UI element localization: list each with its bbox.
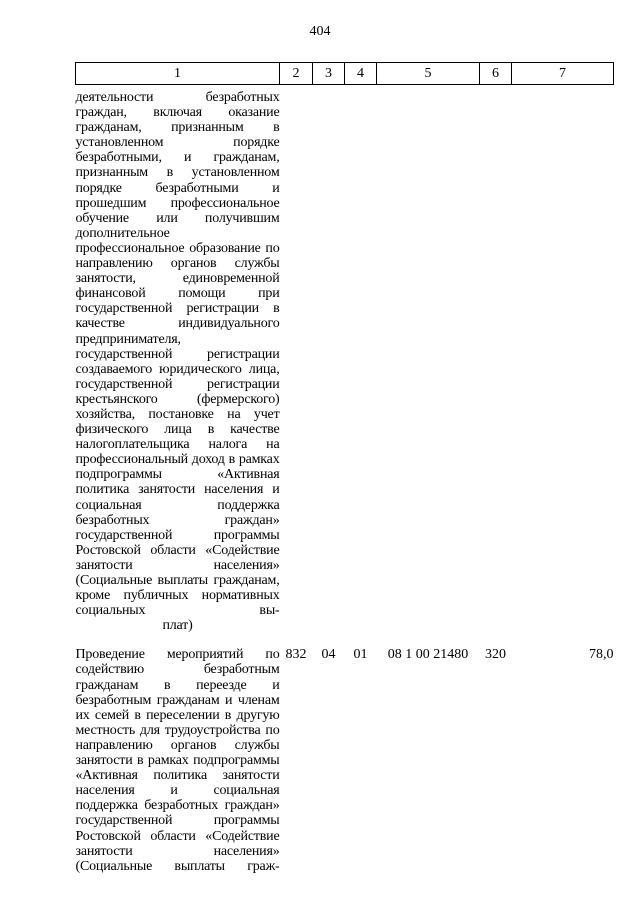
- table-row: [76, 643, 614, 873]
- header-col-3: 3: [313, 63, 345, 85]
- page-number: 404: [309, 24, 331, 39]
- cell-subsection: [345, 85, 377, 644]
- cell-section: [313, 85, 345, 644]
- row-description: [76, 643, 280, 873]
- cell-ministry-code: 832: [285, 647, 307, 663]
- header-col-6: 6: [480, 63, 512, 85]
- budget-table: [75, 62, 614, 874]
- header-col-7: 7: [512, 63, 614, 85]
- header-row: [76, 63, 614, 85]
- cell-subsection: 01: [353, 647, 368, 663]
- cell-amount: 78,0: [589, 647, 614, 663]
- cell-expense-type: 320: [485, 647, 506, 663]
- header-col-5: 5: [377, 63, 480, 85]
- row-description: [76, 85, 280, 644]
- cell-amount: [512, 85, 614, 644]
- header-col-1: 1: [76, 63, 280, 85]
- header-col-4: 4: [345, 63, 377, 85]
- header-col-2: 2: [280, 63, 313, 85]
- table-row: [76, 85, 614, 644]
- cell-ministry-code: [280, 85, 313, 644]
- row-description-end: плат): [162, 618, 193, 634]
- cell-expense-type: [480, 85, 512, 644]
- row-description-text: Проведение мероприятий по содействию безработным гражданам в переезде и безработным гражданам и членам их семей в переселении в другую местность для трудоустройства по направлению органов службы занятости в рамках подпрограммы «Активная политика занятости населения и социальная поддержка безработных граждан» государственной программы Ростовской области «Содействие занятости населения» (Социальные выплаты граж-: [75, 647, 280, 874]
- cell-target-article: [377, 85, 480, 644]
- row-description-text: деятельности безработных граждан, включая оказание гражданам, признанным в установленном порядке безработными, и гражданам, признанным в установленном порядке безработными и прошедшим профессиональное обучение или получившим дополнительное профессиональное образование по направлению органов службы занятости, единовременной финансовой помощи при государственной регистрации в качестве индивидуального предпринимателя, государственной регистрации создаваемого юридического лица, государственной регистрации крестьянского (фермерского) хозяйства, постановке на учет физического лица в качестве налогоплательщика налога на профессиональный доход в рамках подпрограммы «Активная политика занятости населения и социальная поддержка безработных граждан» государственной программы Ростовской области «Содействие занятости населения» (Социальные выплаты гражданам, кроме публичных нормативных социальных вы-: [75, 90, 280, 619]
- cell-section: 04: [321, 647, 336, 663]
- cell-target-article: 08 1 00 21480: [387, 647, 469, 663]
